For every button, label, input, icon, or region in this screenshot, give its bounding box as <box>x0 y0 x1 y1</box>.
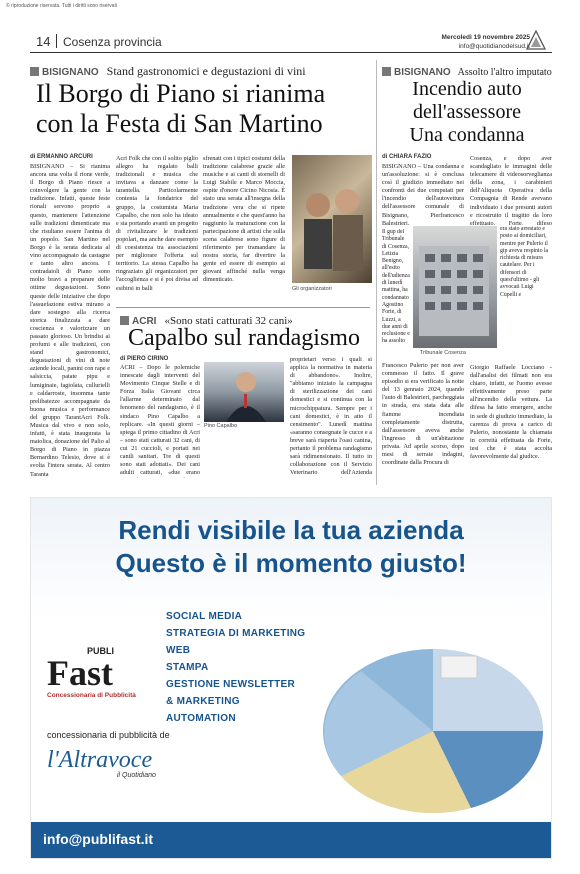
side-col-1b: Il gup del Tribunale di Cosenza, Letizia Benigno, all'esito dell'udienza di lunedì mattina, ha condannato Agostino Forte, di Luzzi, a due anni di reclusione e ha assolto <box>382 229 410 345</box>
ad-headline <box>31 514 551 579</box>
side-photo-caption: Tribunale Cosenza <box>420 350 466 356</box>
side-headline <box>382 78 552 147</box>
ad-service-item: GESTIONE NEWSLETTER <box>166 679 296 690</box>
acri-location: ACRI <box>132 316 157 327</box>
acri-photo <box>204 362 284 422</box>
section-title: Cosenza provincia <box>63 35 162 49</box>
ad-pie-graphic <box>321 616 546 820</box>
concession-text: concessionaria di pubblicità de <box>47 730 170 740</box>
header-rule <box>30 52 552 53</box>
ad-headline-line1: Rendi visibile la tua azienda <box>118 515 464 545</box>
ad-service-item: AUTOMATION <box>166 713 236 724</box>
side-headline-line1: Incendio auto <box>412 78 522 100</box>
logo-top-text: PUBLI <box>87 646 114 656</box>
side-col-2b: era stato arrestato e posto ai domiciliari, mentre per Pulerio il gip aveva respinto la richiesta di misura cautelare. Per i difensori di quest'ultimo - gli avvocati Luigi Cupelli e <box>500 226 549 298</box>
main-headline-line1: Il Borgo di Piano si rianima <box>36 79 326 108</box>
masthead-info <box>441 33 530 51</box>
main-photo-caption: Gli organizzatori <box>292 286 332 292</box>
kicker-square-icon <box>120 316 129 325</box>
side-col-2a: Cosenza, e dopo aver scandagliato le immagini delle telecamere di videosorveglianza della zona, i carabinieri dell'Aliquota Operativa della Compagnia di Rende avevano individuato i due presunti autori e ricostruito il tragitto da loro effettuato. Forte, difeso <box>470 155 552 225</box>
masthead-email: info@quotidianodelsud.it <box>458 43 530 50</box>
side-col-1a: BISIGNANO – Una condanna e un'assoluzione: si è conclusa così il giudizio immediato nei confronti dei due computati per l'incendio dell'autovettura dell'assessore comunale di Bisignano, Pierfrancesco Balestrieri. <box>382 163 464 227</box>
kicker-square-icon <box>30 67 39 76</box>
ad-service-item: SOCIAL MEDIA <box>166 611 243 622</box>
side-byline: di CHIARA FAZIO <box>382 154 432 160</box>
date: Mercoledì 19 novembre 2025 <box>441 34 530 41</box>
copyright-notice: © riproduzione riservata. Tutti i diritti sono riservati <box>6 3 117 9</box>
ad-service-item: & MARKETING <box>166 696 240 707</box>
acri-subhead: «Sono stati catturati 32 cani» <box>164 315 293 327</box>
advertisement[interactable] <box>30 497 552 859</box>
page-number: 14 <box>36 34 51 49</box>
acri-col-2: proprietari verso i quali si applica la normativa in materia di abbandono». Inoltre, "abbiamo iniziato la campagna di sterilizzazione dei cani domestici e si continua con la microchippatura. Sempre per i cani domestici, è in atto il censimento". Lunedì mattina «saranno consegnate le cucce e a breve sarà riaperta l'oasi canina, pertanto il problema randagismo sarà ridimensionato. Il tutto in collaborazione con il Servizio Veterinario dell'Azienda <box>290 356 372 477</box>
acri-photo-caption: Pino Capalbo <box>204 423 238 429</box>
main-headline-line2: con la Festa di San Martino <box>36 109 323 139</box>
acri-headline: Capalbo sul randagismo <box>128 325 360 351</box>
side-subhead: Assolto l'altro imputato <box>457 67 552 78</box>
side-col-1c: Francesco Pulerio per non aver commesso il fatto. Il grave episodio si era verificato la notte del 13 gennaio 2024, quando l'auto di Balestrieri, parcheggiata in strada, era stata data alle fiamme incendiata completamente distrutta, dall'assessore aveva anche l'ingresso di un'abitazione privata. Ad aprile scorso, dopo mesi di serrate indagini, coordinate dalla Procura di <box>382 362 464 467</box>
side-headline-line3: Una condanna <box>409 124 525 146</box>
main-location: BISIGNANO <box>42 67 99 78</box>
main-col-1: BISIGNANO – Si rianima ancora una volta il rione verde, il Borgo di Piano riesce a coinvolgere la gente con la tradizione. Infatti, queste feste rionali servono proprio a questo, mantenere l'attenzione sulle tradizioni dimenticate ma che risultano essere l'anima di un popolo. San Martino nel Borgo è la serata dedicata al vino accompagnato da castagne e tanto altro ancora. I contradaioli di Piano sono molto bravi a preparare delle ottime degustazioni. Sono queste delle iniziative che dopo l'assuefazione estiva mirano a dare sostegno alla ricerca storica finalizzata a dare coscienza e valorizzare un passato glorioso. Un brindisi ai profumi e alle tradizioni, con stand gastronomici, degustazioni di vini di note aziende locali, panini con rape e salsiccia, patate pipu e lumiginaie, fagiolata, cullurielli e caldarroste, insomma tante prelibatezze accompagnate da buona musica e performance del gruppo TarantAcri Folk. Musica dal vivo e non solo, infatti, è stata inaugurata la maiolica, donazione del Palio al Borgo di Piano in piazza Bernardino Telesio, dove si è svolta l'intera serata. Al centro Taranta <box>30 163 110 478</box>
publifast-logo <box>47 646 163 699</box>
side-headline-line2: dell'assessore <box>412 101 522 123</box>
main-col-3: sfrenati con i tipici costumi della tradizione calabrese grazie alle musiche e ai canti di stornelli di Luigi Stabile e Marco Moccia, ospite d'onore Cicino Nicosia. È stato una serata all'insegna della tradizione vera che si ripete annualmente e che quest'anno ha raggiunto la maturazione con la partecipazione di artisti che sulla scena calabrese sono figure di riferimento per tramandare la nostra storia, far divertire la gente ed essere di esempio ai giovani affinché nulla venga dimenticato. <box>203 155 285 284</box>
column-divider <box>376 60 377 485</box>
ad-service-item: WEB <box>166 645 191 656</box>
logo-sub-text: Concessionaria di Pubblicità <box>47 692 136 699</box>
main-headline <box>36 80 376 138</box>
logo-main-text: Fast <box>47 653 113 693</box>
ad-headline-line2: Questo è il momento giusto! <box>115 547 467 578</box>
ad-services-list <box>166 608 305 727</box>
side-photo <box>413 226 497 348</box>
ad-service-item: STRATEGIA DI MARKETING <box>166 628 306 639</box>
main-byline: di ERMANNO ARCURI <box>30 154 93 160</box>
main-subhead: Stand gastronomici e degustazioni di vini <box>106 64 306 78</box>
main-photo <box>292 155 372 283</box>
ad-footer <box>31 822 551 858</box>
side-location: BISIGNANO <box>394 67 451 78</box>
main-col-2: Acri Folk che con il solito piglio allegro ha regalato balli tradizionali e musica che invitava a danzare come la tarantella. Particolarmente contenta la fondatrice del gruppo, la costumista Maria Capalbo, che non solo ha ideato e sta portando avanti un progetto di rivitalizzare le tradizioni popolari, ma anche dare esempio di coesistenza tra associazioni per migliorare l'offerta sul territorio. La stessa Capalbo ha ringraziato gli organizzatori per l'accoglienza e si è poi divisa ad esibirsi in balli <box>116 155 198 292</box>
kicker-square-icon <box>382 67 391 76</box>
acri-col-1: ACRI – Dopo le polemiche innescate dagli interventi del Movimento Cinque Stelle e di Forza Italia Giovani circa l'allarme determinato dal fenomeno del randagismo, è il sindaco Pino Capalbo a replicare. «In questi giorni – spiega il primo cittadino di Acri – sono stati catturati 32 cani, di cui 21 cuccioli, e portati nei canili sanitari. Tre di questi sono stati adottati». Dei cani adulti catturati, «due erano <box>120 364 200 477</box>
side-col-2c: Giorgio Raffaele Locciano - dall'analisi dei filmati non era chiaro, infatti, se l'uomo avesse effettivamente preso parte all'incendio della vettura. La difesa ha fatto emergere, anche in sede di giudizio immediato, la carenza di prova a carico di Pulerio, nonostante la chiamata in correità effettuata da Forte, tesi che è stata accolta favorevolmente dal giudice. <box>470 364 552 461</box>
main-kicker <box>30 62 306 80</box>
paper-name: l'Altravoce <box>47 747 153 773</box>
acri-byline: di PIERO CIRINO <box>120 356 169 362</box>
ad-service-item: STAMPA <box>166 662 209 673</box>
acri-rule <box>116 307 370 308</box>
header-divider <box>56 34 57 48</box>
paper-sub: il Quotidiano <box>117 772 156 779</box>
altravoce-logo <box>47 748 156 779</box>
ad-contact-email[interactable]: info@publifast.it <box>43 831 154 847</box>
newspaper-logo-icon <box>526 30 546 50</box>
